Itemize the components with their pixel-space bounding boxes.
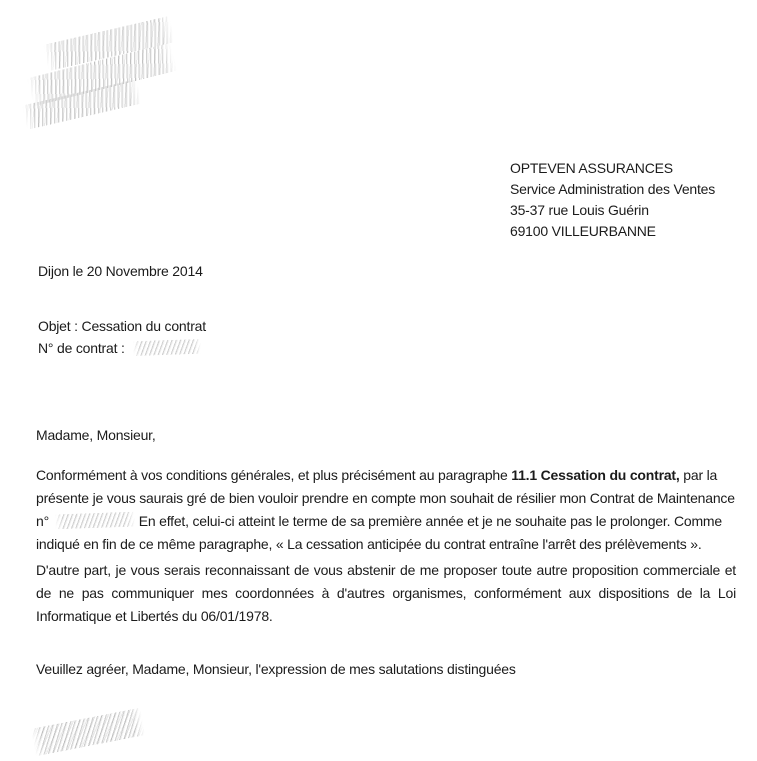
paragraph1-text-end: En effet, celui-ci atteint le terme de sa première année et je ne souhaite pas le prolonger. Comme indiqué en fin de ce même paragraphe, « La cessation anticipée du contrat entraîne l'arrêt des prélèvements ». [36, 513, 722, 552]
recipient-name: OPTEVEN ASSURANCES [510, 160, 673, 176]
paragraph-cessation [36, 464, 736, 556]
paragraph-loi-informatique: D'autre part, je vous serais reconnaissant de vous abstenir de me proposer toute autre proposition commerciale et de ne pas communiquer mes coordonnées à d'autres organismes, conformément aux dispositions de la Loi Informatique et Libertés du 06/01/1978. [36, 562, 736, 624]
subject-block [38, 315, 206, 359]
redacted-inline-contract-number [55, 512, 135, 530]
letter-body [36, 424, 736, 681]
subject-contract-line [38, 337, 206, 359]
redacted-sender-address [26, 26, 182, 122]
date-line: Dijon le 20 Novembre 2014 [38, 263, 203, 279]
paragraph1-text-start: Conformément à vos conditions générales, et plus précisément au paragraphe [36, 467, 512, 483]
subject-object-line: Objet : Cessation du contrat [38, 318, 206, 334]
paragraph1-bold-reference: 11.1 Cessation du contrat, [511, 467, 680, 483]
recipient-department: Service Administration des Ventes [510, 181, 716, 197]
salutation: Madame, Monsieur, [36, 427, 156, 443]
redacted-contract-number [133, 339, 201, 356]
recipient-street: 35-37 rue Louis Guérin [510, 202, 649, 218]
scribble-stroke [30, 708, 145, 757]
paragraph1-text-mid: par la présente je vous saurais gré de bien vouloir prendre en compte mon souhait de résilier mon Contrat de Maintenance n° [36, 467, 735, 529]
closing-line: Veuillez agréer, Madame, Monsieur, l'expression de mes salutations distinguées [36, 661, 516, 677]
redacted-signature [32, 712, 148, 754]
recipient-city: 69100 VILLEURBANNE [510, 223, 656, 239]
recipient-address-block [510, 158, 715, 242]
contract-number-label: N° de contrat : [38, 340, 125, 356]
